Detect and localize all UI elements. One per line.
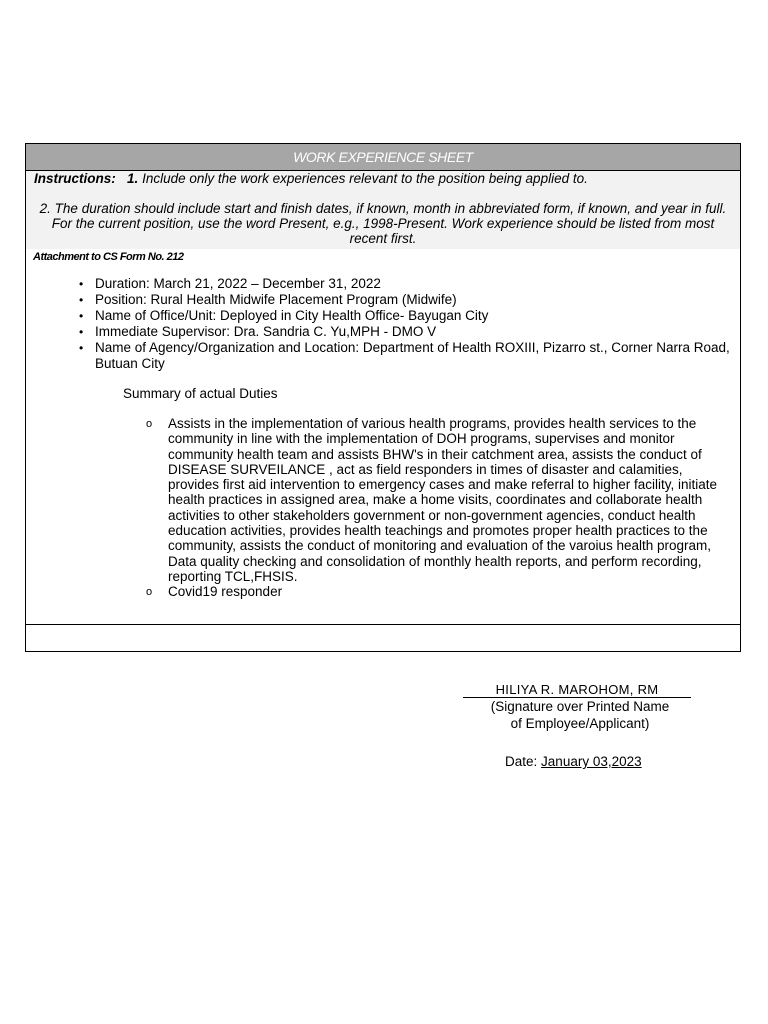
work-experience-sheet: [25, 143, 741, 652]
circle-bullet-icon: o: [146, 586, 153, 599]
bullet-icon: •: [79, 325, 84, 339]
signature-name: HILIYA R. MAROHOM, RM: [463, 682, 691, 698]
experience-entry: [26, 265, 740, 600]
detail-list: [26, 276, 740, 372]
detail-agency: • Name of Agency/Organization and Location: Department of Health ROXIII, Pizarro st., Corner Narra Road, Butuan City: [79, 340, 730, 371]
empty-row: [26, 624, 740, 651]
date-label: Date:: [505, 754, 538, 769]
summary-heading: Summary of actual Duties: [123, 386, 278, 401]
duty-item: o Assists in the implementation of various health programs, provides health services to the community in line with the implementation of DOH programs, supervises and monitor community health team and assists BHW's in their catchment area, assists the conduct of DISEASE SURVEILANCE , act as field responders in times of disaster and calamities, provides first aid intervention to emergency cases and make referral to higher facility, initiate health practices in assigned area, make a home visits, coordinates and collaborate health activities to other stakeholders government or non-government agencies, conduct health education activities, provides health teachings and promotes proper health practices to the community, assists the conduct of monitoring and evaluation of the varoius health program, Data quality checking and consolidation of monthly health reports, and perform recording, reporting TCL,FHSIS.: [146, 416, 718, 584]
date-value: January 03,2023: [541, 754, 642, 769]
instruction-1-text: Include only the work experiences relevant to the position being applied to.: [142, 171, 588, 186]
duties-list: [26, 416, 740, 600]
date-line: [505, 754, 642, 769]
detail-office: • Name of Office/Unit: Deployed in City Health Office- Bayugan City: [79, 308, 489, 323]
signature-caption-1: (Signature over Printed Name: [490, 699, 670, 714]
bullet-icon: •: [79, 309, 84, 323]
detail-supervisor: • Immediate Supervisor: Dra. Sandria C. Yu,MPH - DMO V: [79, 324, 437, 339]
bullet-icon: •: [79, 277, 84, 291]
sheet-title: WORK EXPERIENCE SHEET: [26, 144, 740, 171]
detail-position: • Position: Rural Health Midwife Placement Program (Midwife): [79, 292, 457, 307]
bullet-icon: •: [79, 293, 84, 307]
bullet-icon: •: [79, 341, 84, 355]
duty-item: o Covid19 responder: [146, 584, 283, 600]
detail-duration: • Duration: March 21, 2022 – December 31, 2022: [79, 276, 381, 291]
instructions-block: [26, 171, 740, 249]
instruction-2: 2. The duration should include start and finish dates, if known, month in abbreviated form, if known, and year in full. For the current position, use the word Present, e.g., 1998-Present. Work experience should be listed from most recent first.: [39, 201, 727, 246]
attachment-label: Attachment to CS Form No. 212: [26, 249, 741, 265]
signature-caption-2: of Employee/Applicant): [510, 716, 650, 731]
instruction-1-number: 1.: [127, 171, 139, 186]
circle-bullet-icon: o: [146, 418, 153, 430]
instructions-label: Instructions:: [34, 171, 116, 186]
instruction-1: [34, 171, 732, 186]
signature-block: [463, 682, 691, 732]
